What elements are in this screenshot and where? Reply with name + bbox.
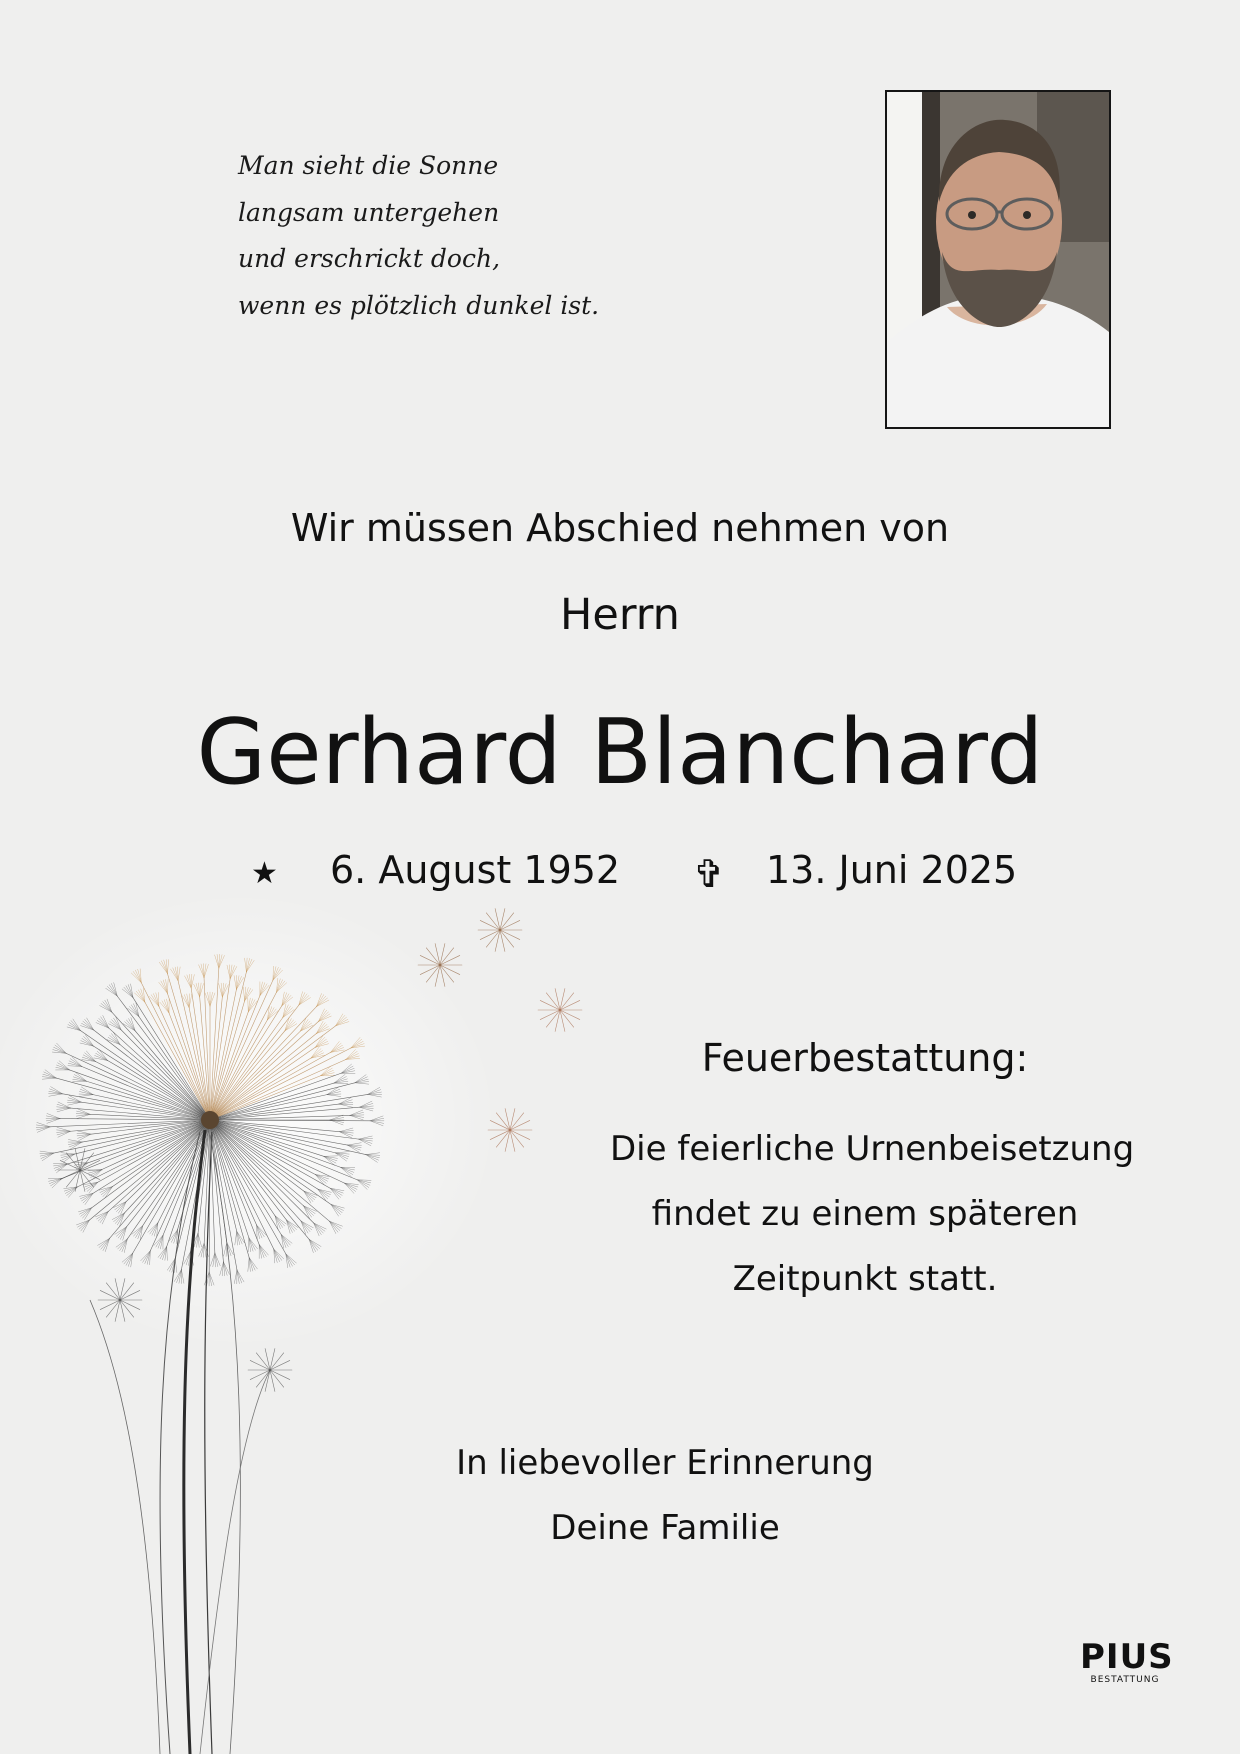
- cross-icon: ✞: [693, 852, 725, 896]
- birth-date: 6. August 1952: [330, 848, 621, 892]
- closing-line: In liebevoller Erinnerung: [456, 1443, 874, 1483]
- funeral-line: Zeitpunkt statt.: [732, 1259, 998, 1299]
- death-date: 13. Juni 2025: [766, 848, 1018, 892]
- announcement-title: Herrn: [560, 590, 680, 640]
- poem-line: wenn es plötzlich dunkel ist.: [238, 290, 600, 320]
- pius-logo: [1080, 1637, 1174, 1686]
- logo-wordmark: PIUS: [1080, 1637, 1174, 1677]
- deceased-name: Gerhard Blanchard: [196, 700, 1044, 805]
- poem-line: Man sieht die Sonne: [238, 151, 499, 180]
- logo-subtitle: BESTATTUNG: [1090, 1675, 1160, 1685]
- poem-line: langsam untergehen: [238, 197, 500, 227]
- funeral-line: Die feierliche Urnenbeisetzung: [610, 1129, 1135, 1169]
- star-icon: ★: [251, 856, 278, 891]
- funeral-line: findet zu einem späteren: [651, 1194, 1079, 1234]
- closing-signature: Deine Familie: [550, 1508, 780, 1548]
- announcement-intro: Wir müssen Abschied nehmen von: [290, 506, 950, 550]
- portrait-photo: [885, 90, 1111, 429]
- portrait-image: [887, 92, 1109, 427]
- poem: [238, 143, 599, 329]
- dandelion-illustration: [0, 870, 640, 1754]
- funeral-heading: Feuerbestattung:: [701, 1036, 1029, 1080]
- poem-line: und erschrickt doch,: [238, 244, 501, 273]
